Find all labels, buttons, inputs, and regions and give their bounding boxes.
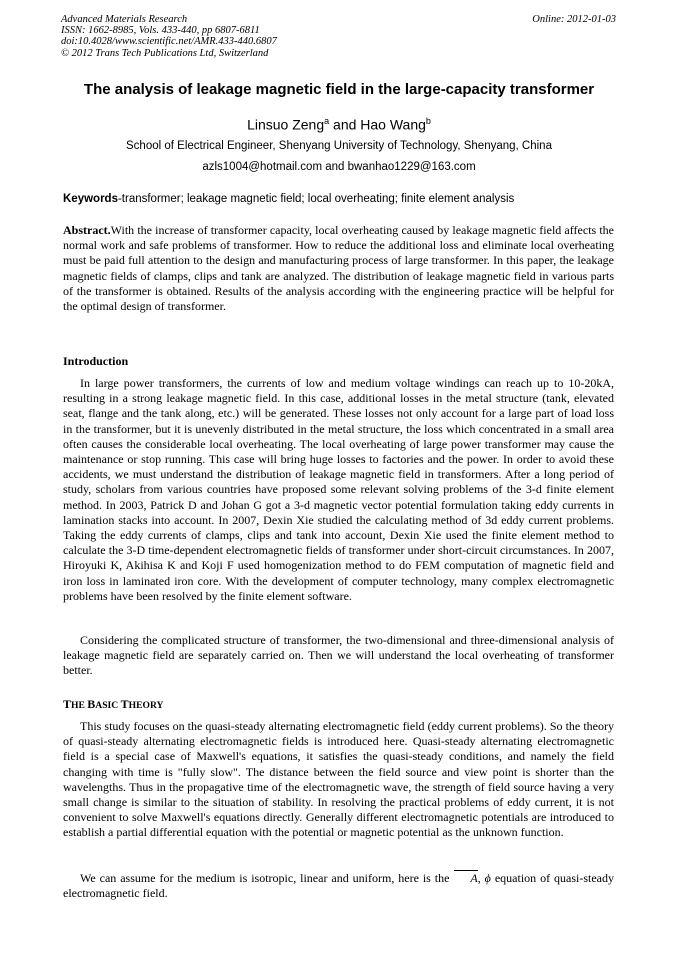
section-heading-basic-theory: THE BASIC THEORY xyxy=(63,697,164,711)
vector-potential-symbol: A xyxy=(453,871,477,886)
theory-paragraph: We can assume for the medium is isotropic, linear and uniform, here is the A, ϕ equation of quasi-steady electromagnetic field. xyxy=(63,871,614,901)
abstract-label: Abstract. xyxy=(63,223,111,237)
online-date: Online: 2012-01-03 xyxy=(532,14,616,25)
journal-header xyxy=(61,14,277,59)
journal-name: Advanced Materials Research xyxy=(61,14,188,25)
keywords-label: Keywords xyxy=(63,193,118,205)
author-conjunction: and xyxy=(329,116,361,133)
author-name: Linsuo Zeng xyxy=(247,116,325,133)
paper-title: The analysis of leakage magnetic field in the large-capacity transformer xyxy=(83,81,595,98)
theory-paragraph: This study focuses on the quasi-steady alternating electromagnetic field (eddy current problems). So the theory of quasi-steady alternating electromagnetic fields is introduced here. Quasi-steady alternating electromagnetic field is a special case of Maxwell's equations, it satisfies the quasi-steady conditions, and namely the field changing with time is "fully slow". The distance between the field source and view point is shorter than the wavelengths. Thus in the propagative time of the electromagnetic wave, the strength of field source having a very small change is similar to the situation of stability. In resolving the practical problems of eddy current, it is not convenient to solve Maxwell's equations directly. Generally different electromagnetic potentials are introduced to establish a partial differential equation with the potential or magnetic potential as the unknown function. xyxy=(63,719,614,840)
abstract xyxy=(63,223,614,314)
affiliation-mark: a xyxy=(324,116,330,126)
scalar-potential-symbol: ϕ xyxy=(484,871,491,885)
author-name: Hao Wang xyxy=(360,116,426,133)
intro-paragraph: Considering the complicated structure of transformer, the two-dimensional and three-dimensional analysis of leakage magnetic field are separately carried on. Then we will understand the local overheating of transformer better. xyxy=(63,633,614,678)
author-line xyxy=(0,113,678,134)
issn-line: ISSN: 1662-8985, Vols. 433-440, pp 6807-6811 xyxy=(61,25,260,37)
affiliation-mark: b xyxy=(425,116,431,126)
keywords xyxy=(63,192,617,206)
copyright-line: © 2012 Trans Tech Publications Ltd, Switzerland xyxy=(61,47,269,59)
abstract-text: With the increase of transformer capacity, local overheating caused by leakage magnetic field affects the normal work and safe problems of transformer. How to reduce the additional loss and eliminate local overheating must be paid full attention to the design and manufacturing process of large transformer. In this paper, the leakage magnetic fields of clamps, clips and tank are analyzed. The distribution of leakage magnetic field in various parts of the transformer is obtained. Results of the analysis according with the engineering practice will be helpful for the optimal design of transformer. xyxy=(63,223,614,314)
section-heading-introduction: Introduction xyxy=(63,354,129,368)
doi-line: doi:10.4028/www.scientific.net/AMR.433-440.6807 xyxy=(61,36,277,48)
intro-paragraph: In large power transformers, the currents of low and medium voltage windings can reach up to 10-20kA, resulting in a strong leakage magnetic field. In this case, additional losses in the metal structure (tank, elevated seat, flange and the tank along, etc.) will be generated. These losses not only account for a large part of load loss in the transformer, but it is unevenly distributed in the metal structure, the loss which concentrated in a small area often causes the considerable local overheating. The local overheating of large power transformer may cause the maintenance or stop running. This case will bring huge losses to factories and the power. In order to avoid these accidents, we must understand the distribution of leakage magnetic field in transformers. After a long period of study, scholars from various countries have proposed some relevant solving problems of the 3-d finite element method. In 2003, Patrick D and Johan G got a 3-d magnetic vector potential formulation taking eddy currents in lamination stacks into account. In 2007, Dexin Xie studied the calculating method of 3d eddy current problems. Taking the eddy currents of clamps, clips and tank into account, Dexin Xie used the finite element method to calculate the 3-D time-dependent electromagnetic fields of transformer under short-circuit circumstances. In 2007, Hiroyuki K, Akihisa K and Koji F used homogenization method to do FEM computation of magnetic field and iron loss in laminated iron core. With the development of computer technology, many complex electromagnetic problems have been resolved by the finite element software. xyxy=(63,376,614,603)
keywords-text: -transformer; leakage magnetic field; local overheating; finite element analysis xyxy=(117,193,515,205)
author-emails: azls1004@hotmail.com and bwanhao1229@163.com xyxy=(202,161,476,173)
affiliation: School of Electrical Engineer, Shenyang University of Technology, Shenyang, China xyxy=(126,140,552,152)
